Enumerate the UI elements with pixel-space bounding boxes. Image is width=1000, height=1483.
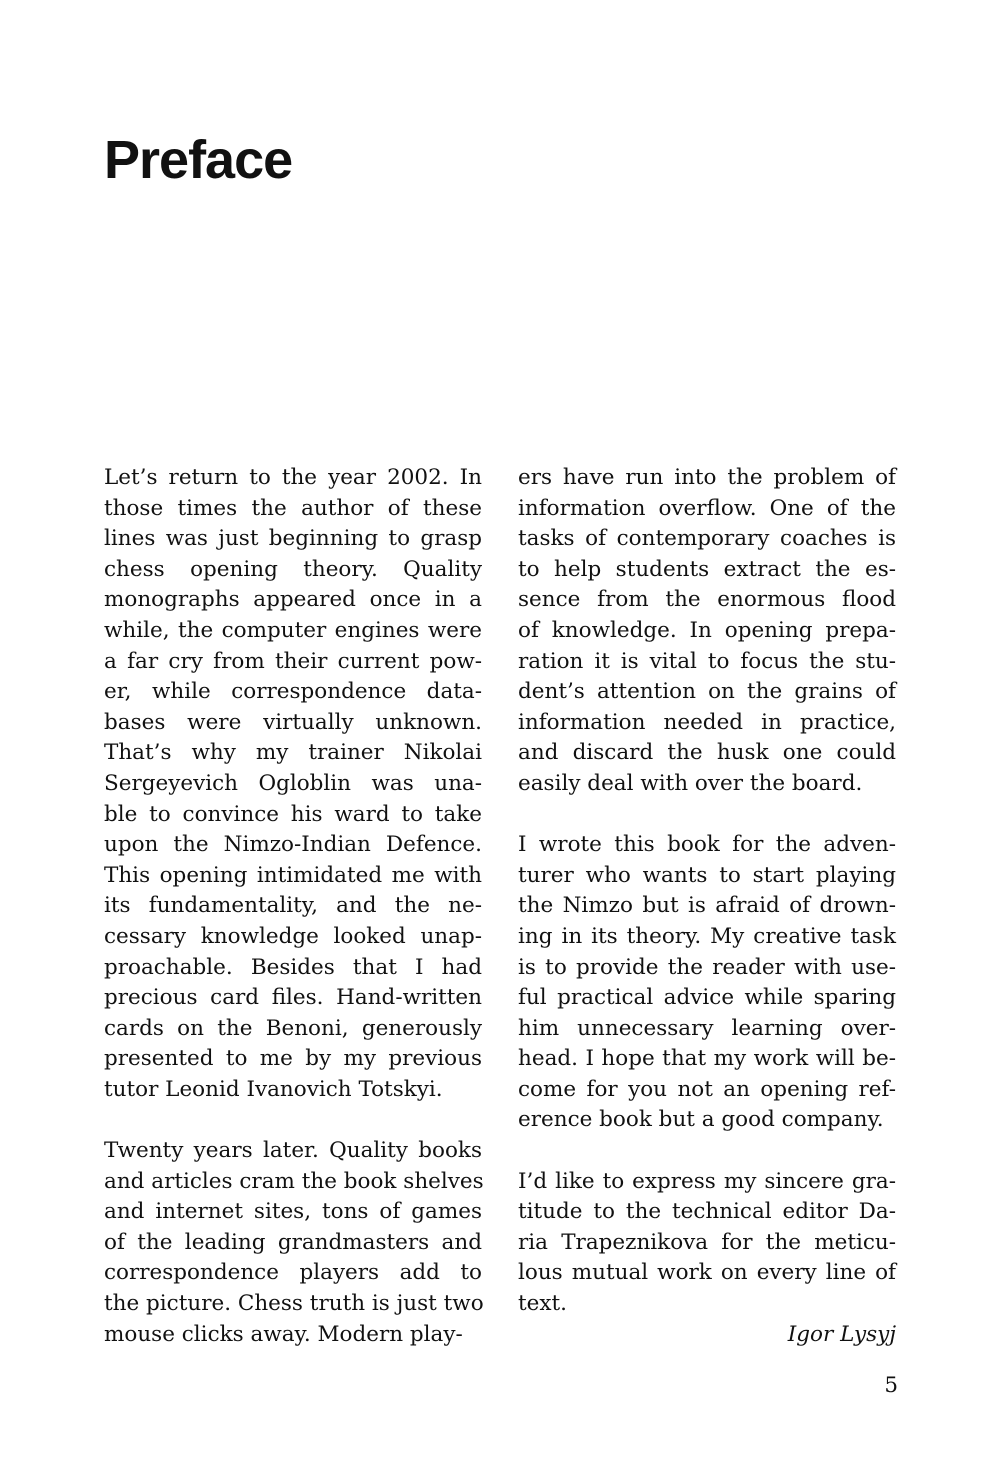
text-line: of the leading grandmasters and xyxy=(104,1229,482,1255)
text-line: its fundamentality, and the ne- xyxy=(104,893,482,919)
text-line: is to provide the reader with use- xyxy=(518,954,896,980)
paragraph xyxy=(518,830,896,1136)
text-line: mouse clicks away. Modern play- xyxy=(104,1321,463,1347)
text-line: turer who wants to start playing xyxy=(518,862,896,888)
text-line: and discard the husk one could xyxy=(518,740,896,766)
text-line: head. I hope that my work will be- xyxy=(518,1046,896,1072)
text-line: ful practical advice while sparing xyxy=(518,985,896,1011)
text-line: dent’s attention on the grains of xyxy=(518,679,896,705)
text-line: ing in its theory. My creative task xyxy=(518,923,896,949)
paragraph xyxy=(104,463,482,1105)
text-line: while, the computer engines were xyxy=(104,617,482,643)
text-line: sence from the enormous flood xyxy=(518,587,896,613)
text-line: lines was just beginning to grasp xyxy=(104,526,482,552)
author-signature: Igor Lysyj xyxy=(787,1321,896,1347)
text-line: Let’s return to the year 2002. In xyxy=(104,465,482,490)
text-line: text. xyxy=(518,1291,567,1317)
text-line: bases were virtually unknown. xyxy=(104,709,482,735)
text-line: chess opening theory. Quality xyxy=(104,556,482,582)
text-line: cards on the Benoni, generously xyxy=(104,1015,482,1041)
text-line: titude to the technical editor Da- xyxy=(518,1199,896,1225)
text-line: precious card files. Hand-written xyxy=(104,985,482,1011)
text-line: That’s why my trainer Nikolai xyxy=(104,740,482,766)
text-line: I wrote this book for the adven- xyxy=(518,832,896,858)
text-line: lous mutual work on every line of xyxy=(518,1260,896,1286)
text-line: cessary knowledge looked unap- xyxy=(104,923,482,949)
left-column xyxy=(104,463,482,1350)
paragraph xyxy=(518,463,896,800)
page-number: 5 xyxy=(884,1373,898,1398)
text-line: tutor Leonid Ivanovich Totskyi. xyxy=(104,1076,443,1102)
text-line: and internet sites, tons of games xyxy=(104,1199,482,1225)
text-line: those times the author of these xyxy=(104,495,482,521)
text-line: er, while correspondence data- xyxy=(104,679,482,705)
text-line: monographs appeared once in a xyxy=(104,587,482,613)
paragraph xyxy=(518,1167,896,1320)
paragraph xyxy=(104,1136,482,1350)
text-line: This opening intimidated me with xyxy=(104,862,482,888)
text-line: upon the Nimzo-Indian Defence. xyxy=(104,832,482,858)
page-title: Preface xyxy=(104,130,293,190)
text-line: I’d like to express my sincere gra- xyxy=(518,1168,896,1194)
paragraph-gap xyxy=(518,800,896,831)
text-line: Twenty years later. Quality books xyxy=(104,1138,482,1164)
text-line: information overflow. One of the xyxy=(518,495,896,521)
paragraph-gap xyxy=(104,1105,482,1136)
text-line: presented to me by my previous xyxy=(104,1046,482,1072)
text-line: proachable. Besides that I had xyxy=(104,954,482,980)
text-line: ration it is vital to focus the stu- xyxy=(518,648,896,674)
text-line: information needed in practice, xyxy=(518,709,896,735)
text-line: erence book but a good company. xyxy=(518,1107,884,1133)
text-line: Sergeyevich Ogloblin was una- xyxy=(104,770,482,796)
text-line: him unnecessary learning over- xyxy=(518,1015,896,1041)
text-line: and articles cram the book shelves xyxy=(104,1168,484,1194)
text-line: ers have run into the problem of xyxy=(518,465,896,490)
text-line: the Nimzo but is afraid of drown- xyxy=(518,893,896,919)
text-line: come for you not an opening ref- xyxy=(518,1076,896,1102)
text-line: correspondence players add to xyxy=(104,1260,482,1286)
text-line: the picture. Chess truth is just two xyxy=(104,1291,484,1317)
paragraph-gap xyxy=(518,1136,896,1167)
right-column xyxy=(518,463,896,1350)
text-line: ble to convince his ward to take xyxy=(104,801,482,827)
text-line: of knowledge. In opening prepa- xyxy=(518,617,896,643)
text-line: easily deal with over the board. xyxy=(518,770,863,796)
text-line: a far cry from their current pow- xyxy=(104,648,482,674)
text-line: to help students extract the es- xyxy=(518,556,896,582)
text-line: ria Trapeznikova for the meticu- xyxy=(518,1229,896,1255)
text-line: tasks of contemporary coaches is xyxy=(518,526,896,552)
